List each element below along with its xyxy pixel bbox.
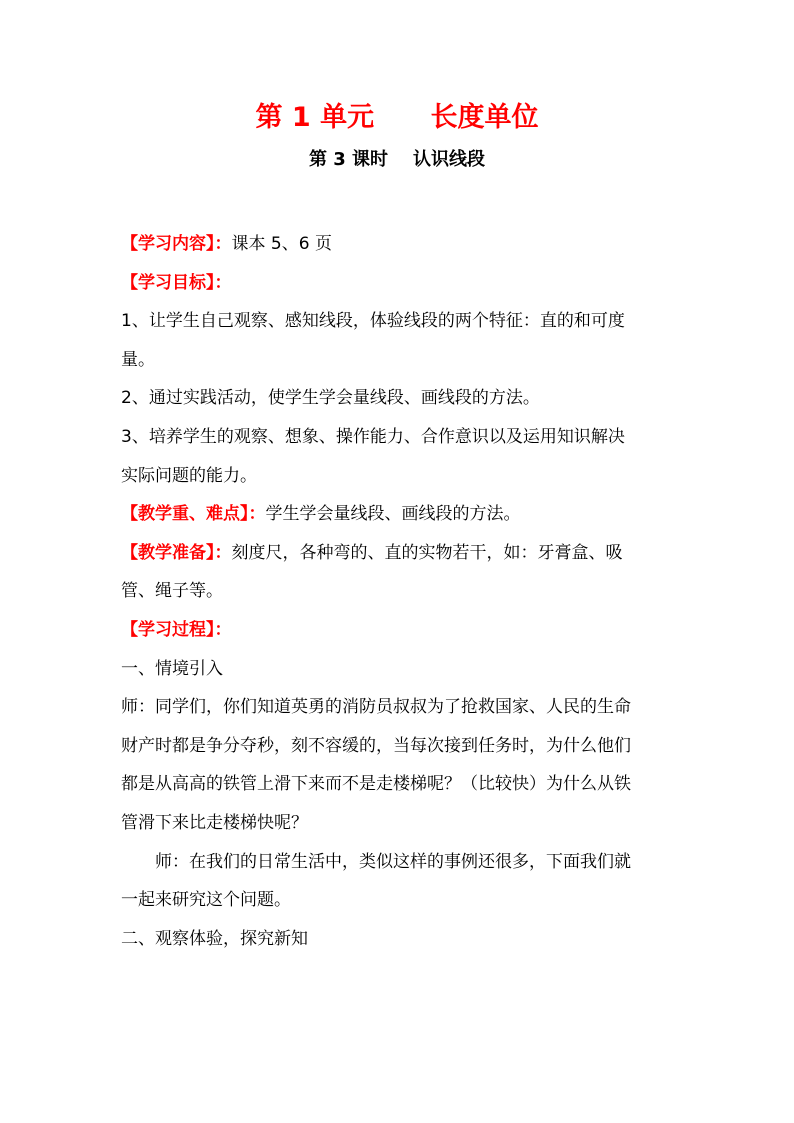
goals-line <box>121 264 681 303</box>
prep-label: 【教学准备】： <box>121 542 232 563</box>
goal-3-line-2: 实际问题的能力。 <box>121 465 257 486</box>
prep-line-2: 管、绳子等。 <box>121 581 223 602</box>
paragraph-1-line-2: 财产时都是争分夺秒，刻不容缓的，当每次接到任务时，为什么他们 <box>121 735 631 756</box>
content-line <box>121 225 681 264</box>
keypoint-text: 学生学会量线段、画线段的方法。 <box>265 504 521 525</box>
section-2-heading: 二、观察体验，探究新知 <box>121 928 308 949</box>
section-1-heading: 一、情境引入 <box>121 658 223 679</box>
prep-line-1 <box>121 534 681 573</box>
paragraph-2-line-2: 一起来研究这个问题。 <box>121 890 291 911</box>
process-line <box>121 611 681 650</box>
unit-title: 第 1 单元 长度单位 <box>255 102 539 133</box>
goal-2: 2、通过实践活动，使学生学会量线段、画线段的方法。 <box>121 388 540 409</box>
paragraph-1-line-3: 都是从高高的铁管上滑下来而不是走楼梯呢？（比较快）为什么从铁 <box>121 774 631 795</box>
content-label: 【学习内容】： <box>121 234 232 254</box>
paragraph-2-line-1: 师：在我们的日常生活中，类似这样的事例还很多，下面我们就 <box>155 851 631 872</box>
goal-1-line-1: 1、让学生自己观察、感知线段，体验线段的两个特征：直的和可度 <box>121 311 625 332</box>
goal-3-line-1: 3、培养学生的观察、想象、操作能力、合作意识以及运用知识解决 <box>121 426 625 447</box>
prep-text: 刻度尺，各种弯的、直的实物若干，如：牙膏盒、吸 <box>231 542 623 563</box>
goal-1-line-2: 量。 <box>121 349 155 370</box>
keypoint-line <box>121 495 681 534</box>
document-body <box>121 225 681 958</box>
keypoint-label: 【教学重、难点】： <box>121 504 266 525</box>
paragraph-1-line-4: 管滑下来比走楼梯快呢？ <box>121 812 308 833</box>
goals-label: 【学习目标】： <box>121 272 232 293</box>
process-label: 【学习过程】： <box>121 619 232 640</box>
paragraph-1-line-1: 师：同学们，你们知道英勇的消防员叔叔为了抢救国家、人民的生命 <box>121 697 631 718</box>
content-text: 课本 5、6 页 <box>231 234 332 254</box>
lesson-subtitle: 第 3 课时 认识线段 <box>308 149 486 170</box>
